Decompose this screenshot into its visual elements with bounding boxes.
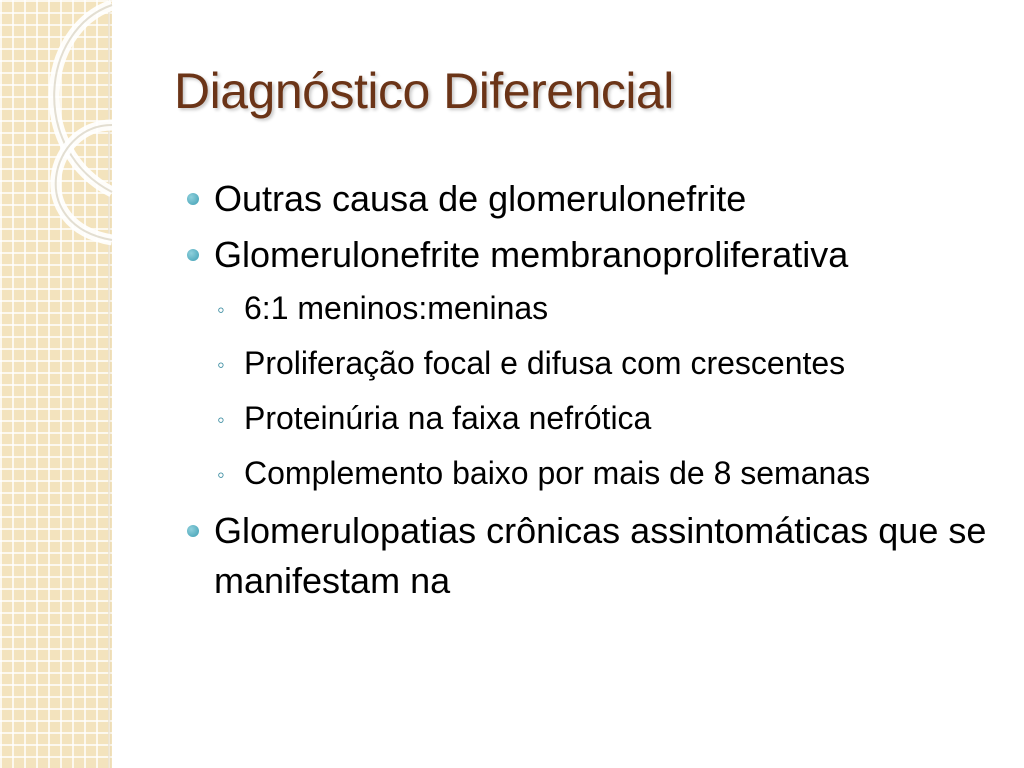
sub-list-item bbox=[180, 451, 1000, 495]
list-item bbox=[180, 174, 1000, 224]
ring-bullet-icon: ◦ bbox=[217, 297, 225, 322]
sub-list-item bbox=[180, 286, 1000, 330]
list-item bbox=[180, 506, 1000, 606]
sub-list-item-text: 6:1 meninos:meninas bbox=[244, 290, 549, 326]
sub-list-item bbox=[180, 341, 1000, 385]
sub-list bbox=[180, 286, 1000, 495]
ring-bullet-icon: ◦ bbox=[217, 462, 225, 487]
list-item bbox=[180, 230, 1000, 280]
sub-list-item-text: Proliferação focal e difusa com crescentes bbox=[244, 345, 846, 381]
list-item-text: Glomerulonefrite membranoproliferativa bbox=[214, 234, 849, 275]
bullet-icon bbox=[187, 193, 199, 205]
ring-bullet-icon: ◦ bbox=[217, 352, 225, 377]
list-item-text: Outras causa de glomerulonefrite bbox=[214, 178, 747, 219]
ring-bullet-icon: ◦ bbox=[217, 407, 225, 432]
list-item-text: Glomerulopatias crônicas assintomáticas que se manifestam na bbox=[214, 510, 987, 601]
bullet-list bbox=[180, 174, 1000, 612]
sub-list-item-text: Proteinúria na faixa nefrótica bbox=[244, 400, 652, 436]
sub-list-item-text: Complemento baixo por mais de 8 semanas bbox=[244, 455, 871, 491]
sub-list-item bbox=[180, 396, 1000, 440]
bullet-icon bbox=[187, 525, 199, 537]
slide-title: Diagnóstico Diferencial bbox=[174, 63, 674, 119]
bullet-icon bbox=[187, 249, 199, 261]
